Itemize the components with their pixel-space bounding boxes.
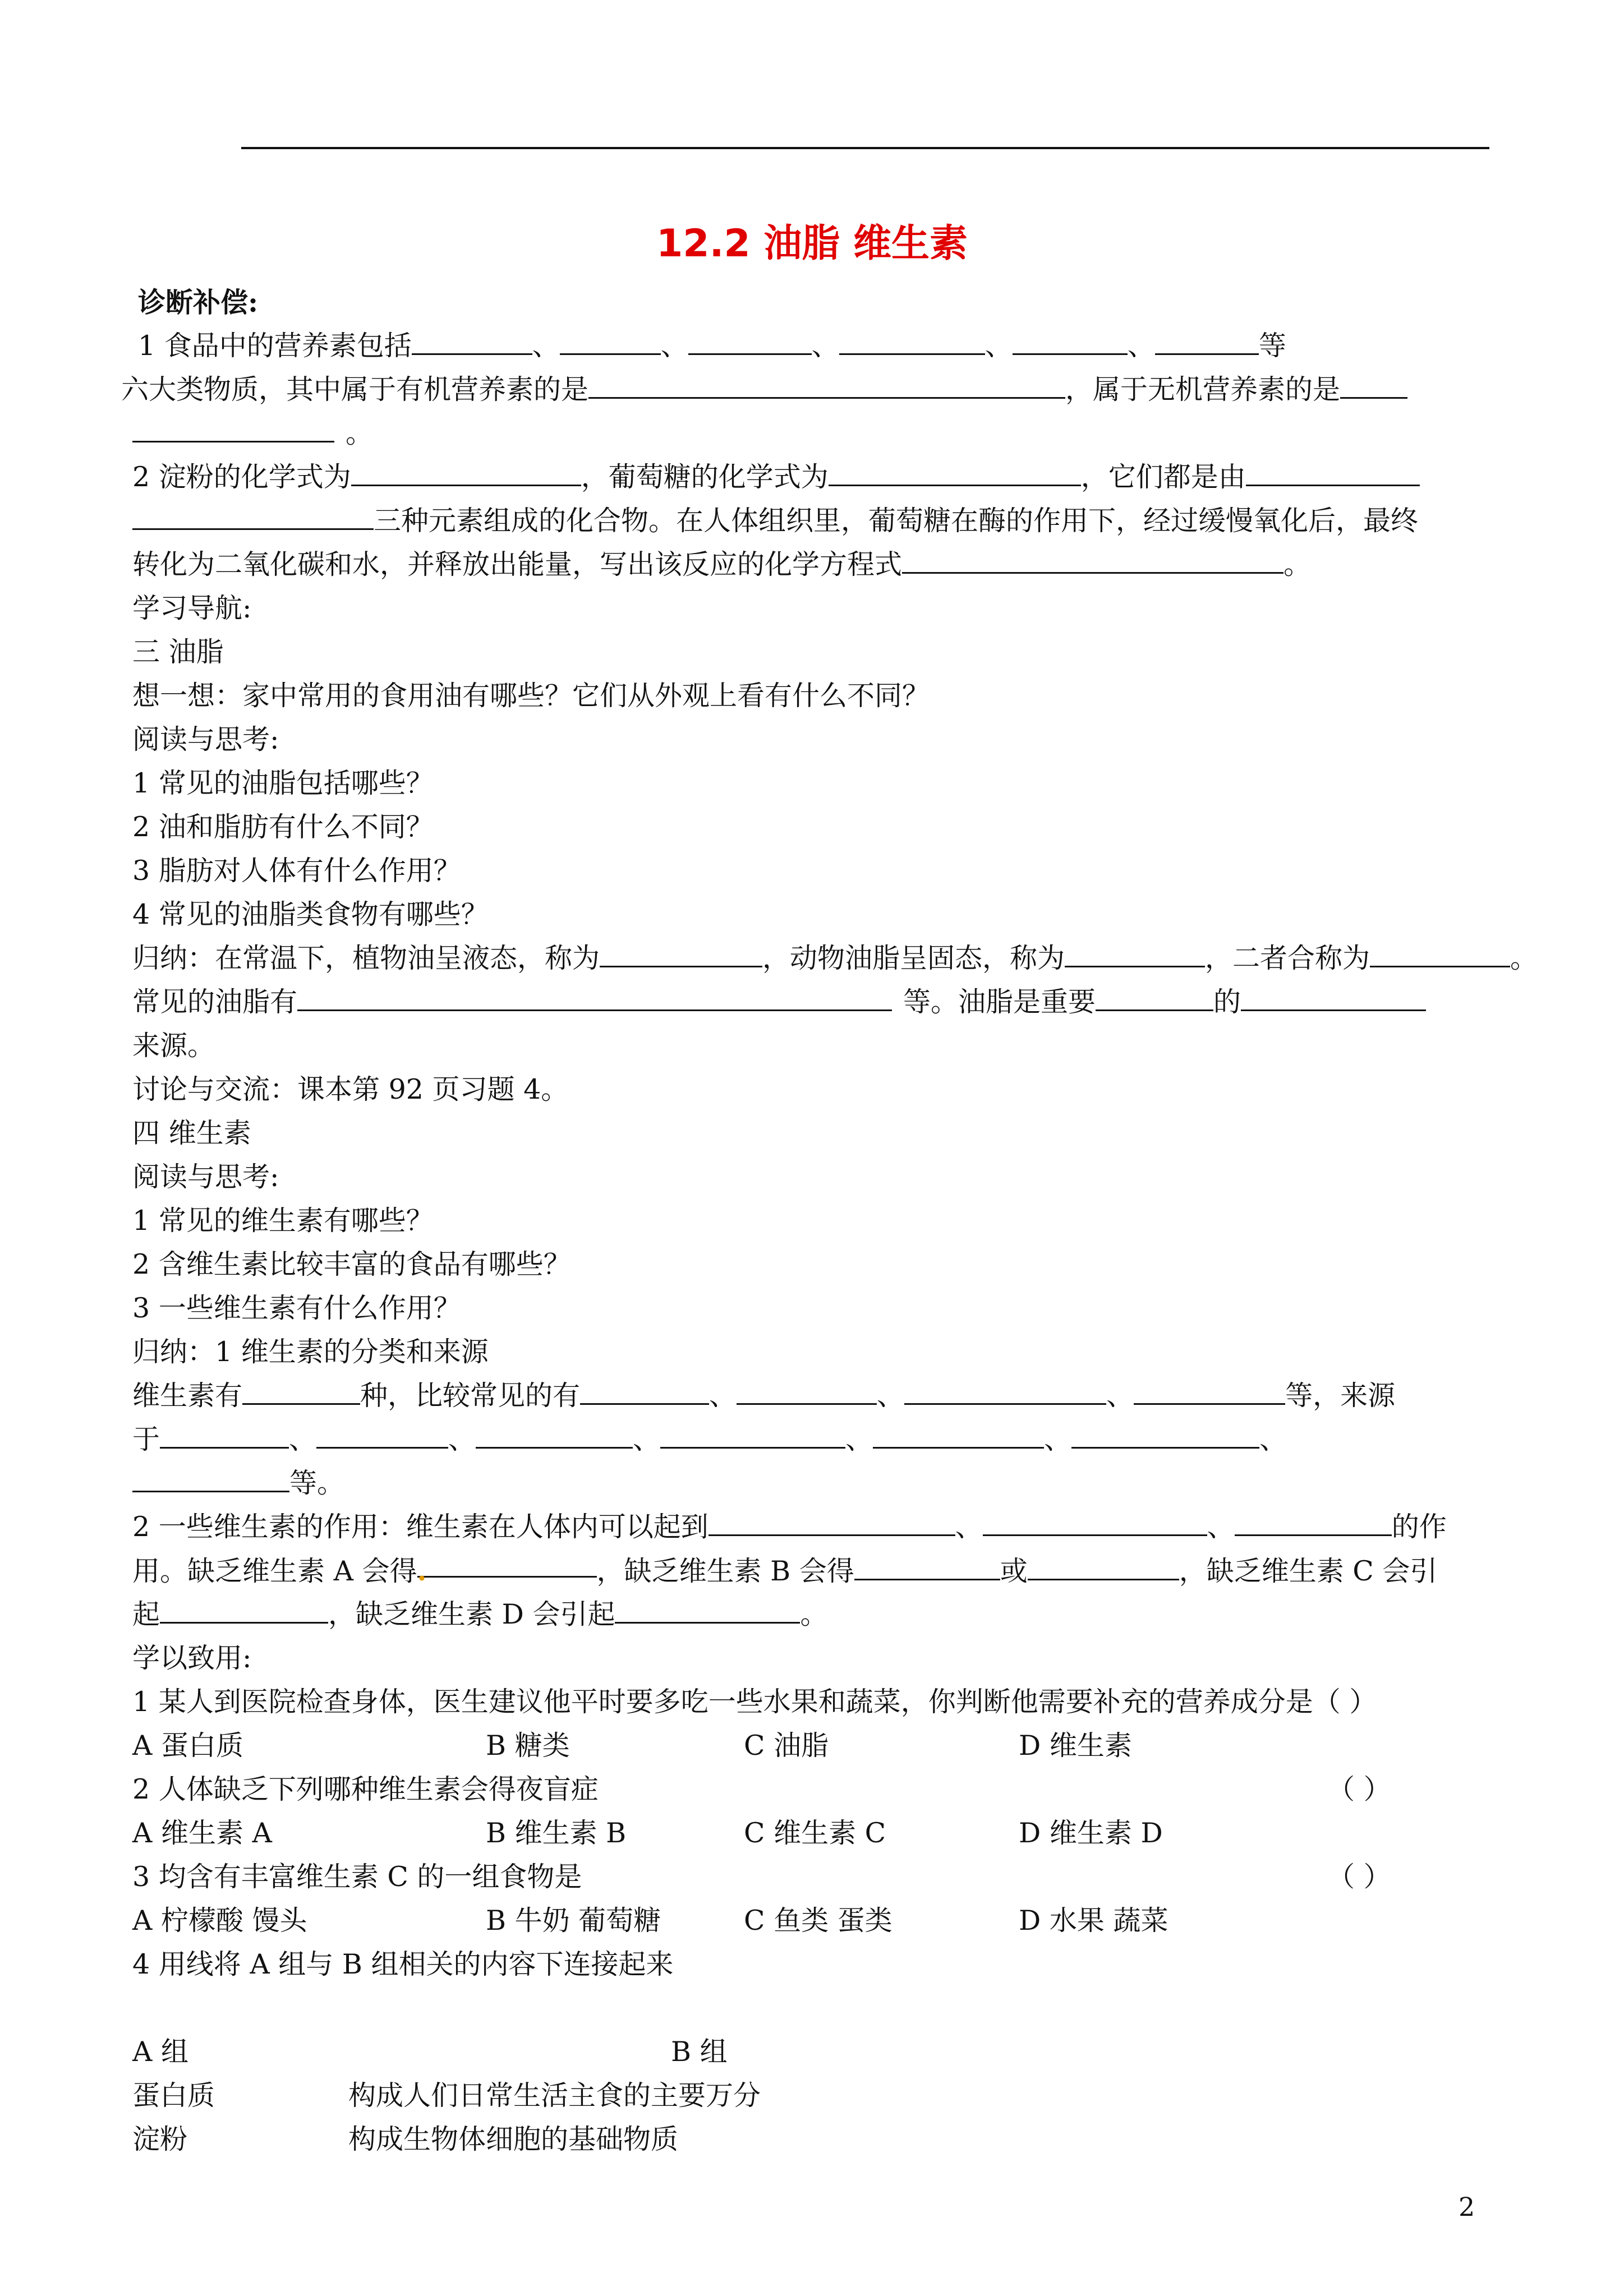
blank bbox=[1241, 983, 1426, 1011]
question-1-line-2: 六大类物质，其中属于有机营养素的是 ，属于无机营养素的是 bbox=[121, 368, 1496, 412]
blank bbox=[412, 326, 532, 355]
blank bbox=[709, 1507, 955, 1536]
question-1-line-3: 。 bbox=[132, 412, 1496, 455]
blank bbox=[1340, 370, 1407, 399]
blank bbox=[132, 414, 334, 442]
blank bbox=[1235, 1507, 1392, 1536]
blank bbox=[1013, 326, 1128, 355]
section-heading-oils: 三 油脂 bbox=[132, 636, 224, 668]
blank bbox=[688, 326, 812, 355]
header-rule bbox=[241, 147, 1489, 149]
matching-row-1: 蛋白质 构成人们日常生活主食的主要万分 bbox=[132, 2080, 761, 2111]
oil-summary-line-2: 常见的油脂有 等。油脂是重要 的 bbox=[132, 980, 1496, 1024]
section-heading-guide: 学习导航: bbox=[132, 592, 252, 624]
blank bbox=[902, 545, 1283, 574]
blank bbox=[1370, 939, 1510, 967]
blank bbox=[1065, 939, 1205, 967]
vitamin-summary-line-1: 维生素有 种，比较常见的有 、 、 、 等，来源 bbox=[132, 1374, 1496, 1418]
blank bbox=[854, 1552, 1000, 1580]
section-heading-vitamins: 四 维生素 bbox=[132, 1117, 251, 1149]
dot-mark: . bbox=[417, 1555, 427, 1587]
worksheet-body bbox=[121, 280, 1538, 2161]
matching-question: 4 用线将 A 组与 B 组相关的内容下连接起来 bbox=[132, 1948, 674, 1980]
blank bbox=[1155, 326, 1259, 355]
question-1-line-1: 1 食品中的营养素包括 、 、 、 、 、 等 bbox=[132, 324, 1496, 368]
blank bbox=[476, 1420, 633, 1449]
blank bbox=[600, 939, 762, 967]
vitamin-summary-line-2: 于 、 、 、 、 、 、 bbox=[132, 1418, 1496, 1461]
page-title: 12.2 油脂 维生素 bbox=[656, 222, 968, 266]
blank bbox=[351, 458, 581, 486]
vitamin-function-line-2: 用。缺乏维生素 A 会得. ，缺乏维生素 B 会得 或 ，缺乏维生素 C 会引 bbox=[132, 1549, 1496, 1593]
vitamin-summary-heading: 归纳：1 维生素的分类和来源 bbox=[132, 1336, 489, 1368]
section-heading-diagnose: 诊断补偿: bbox=[138, 286, 259, 319]
think-prompt: 想一想：家中常用的食用油有哪些？它们从外观上看有什么不同？ bbox=[132, 680, 930, 712]
blank bbox=[839, 326, 985, 355]
spacer bbox=[132, 1986, 1496, 2030]
mc-question-1: 1 某人到医院检查身体，医生建议他平时要多吃一些水果和蔬菜，你判断他需要补充的营养成分是（ ） bbox=[132, 1686, 1377, 1718]
oil-question-2: 2 油和脂肪有什么不同？ bbox=[132, 811, 434, 843]
page-number: 2 bbox=[1459, 2192, 1475, 2222]
read-think-heading: 阅读与思考: bbox=[132, 1161, 279, 1193]
vitamin-question-3: 3 一些维生素有什么作用？ bbox=[132, 1292, 461, 1324]
blank bbox=[904, 1376, 1106, 1405]
blank bbox=[132, 501, 374, 530]
matching-group-headers: A 组 B 组 bbox=[132, 2036, 728, 2068]
vitamin-question-1: 1 常见的维生素有哪些？ bbox=[132, 1205, 434, 1237]
blank bbox=[1096, 983, 1213, 1011]
blank bbox=[132, 1464, 289, 1492]
vitamin-question-2: 2 含维生素比较丰富的食品有哪些？ bbox=[132, 1248, 571, 1280]
mc-question-2-options: A 维生素 A B 维生素 B C 维生素 C D 维生素 D bbox=[132, 1817, 1163, 1849]
blank bbox=[1071, 1420, 1259, 1449]
blank bbox=[873, 1420, 1044, 1449]
vitamin-function-line-3: 起 ，缺乏维生素 D 会引起 。 bbox=[132, 1593, 1496, 1636]
blank bbox=[983, 1507, 1207, 1536]
blank bbox=[160, 1595, 328, 1624]
section-heading-apply: 学以致用: bbox=[132, 1642, 252, 1674]
mc-question-1-options: A 蛋白质 B 糖类 C 油脂 D 维生素 bbox=[132, 1730, 1132, 1762]
blank bbox=[1028, 1552, 1179, 1580]
blank bbox=[660, 1420, 845, 1449]
blank bbox=[560, 326, 661, 355]
discussion: 讨论与交流：课本第 92 页习题 4。 bbox=[132, 1073, 569, 1105]
oil-question-3: 3 脂肪对人体有什么作用？ bbox=[132, 855, 461, 887]
question-2-line-1: 2 淀粉的化学式为 ，葡萄糖的化学式为 ，它们都是由 bbox=[132, 455, 1496, 499]
blank bbox=[580, 1376, 709, 1405]
blank bbox=[160, 1420, 289, 1449]
blank bbox=[588, 370, 1065, 399]
vitamin-summary-line-3: 等。 bbox=[132, 1461, 1496, 1505]
blank bbox=[316, 1420, 448, 1449]
oil-summary-line-1: 归纳：在常温下，植物油呈液态，称为 ，动物油脂呈固态，称为 ，二者合称为 。 bbox=[132, 937, 1496, 980]
oil-question-1: 1 常见的油脂包括哪些？ bbox=[132, 767, 434, 799]
mc-question-3: 3 均含有丰富维生素 C 的一组食物是 （ ） bbox=[132, 1861, 1391, 1893]
blank bbox=[1134, 1376, 1285, 1405]
oil-question-4: 4 常见的油脂类食物有哪些？ bbox=[132, 898, 489, 930]
question-2-line-2: 三种元素组成的化合物。在人体组织里，葡萄糖在酶的作用下，经过缓慢氧化后，最终 bbox=[132, 499, 1496, 543]
blank bbox=[417, 1549, 597, 1587]
read-think-heading: 阅读与思考: bbox=[132, 723, 279, 755]
blank bbox=[829, 458, 1081, 486]
blank bbox=[1246, 458, 1420, 486]
oil-summary-line-3: 来源。 bbox=[132, 1030, 215, 1062]
blank bbox=[297, 983, 892, 1011]
question-2-line-3: 转化为二氧化碳和水，并释放出能量，写出该反应的化学方程式 。 bbox=[132, 543, 1496, 587]
vitamin-function-line-1: 2 一些维生素的作用：维生素在人体内可以起到 、 、 的作 bbox=[132, 1505, 1496, 1549]
mc-question-3-options: A 柠檬酸 馒头 B 牛奶 葡萄糖 C 鱼类 蛋类 D 水果 蔬菜 bbox=[132, 1905, 1168, 1937]
matching-row-2: 淀粉 构成生物体细胞的基础物质 bbox=[132, 2123, 679, 2155]
blank bbox=[615, 1595, 800, 1624]
blank bbox=[242, 1376, 360, 1405]
mc-question-2: 2 人体缺乏下列哪种维生素会得夜盲症 （ ） bbox=[132, 1773, 1391, 1805]
blank bbox=[737, 1376, 877, 1405]
